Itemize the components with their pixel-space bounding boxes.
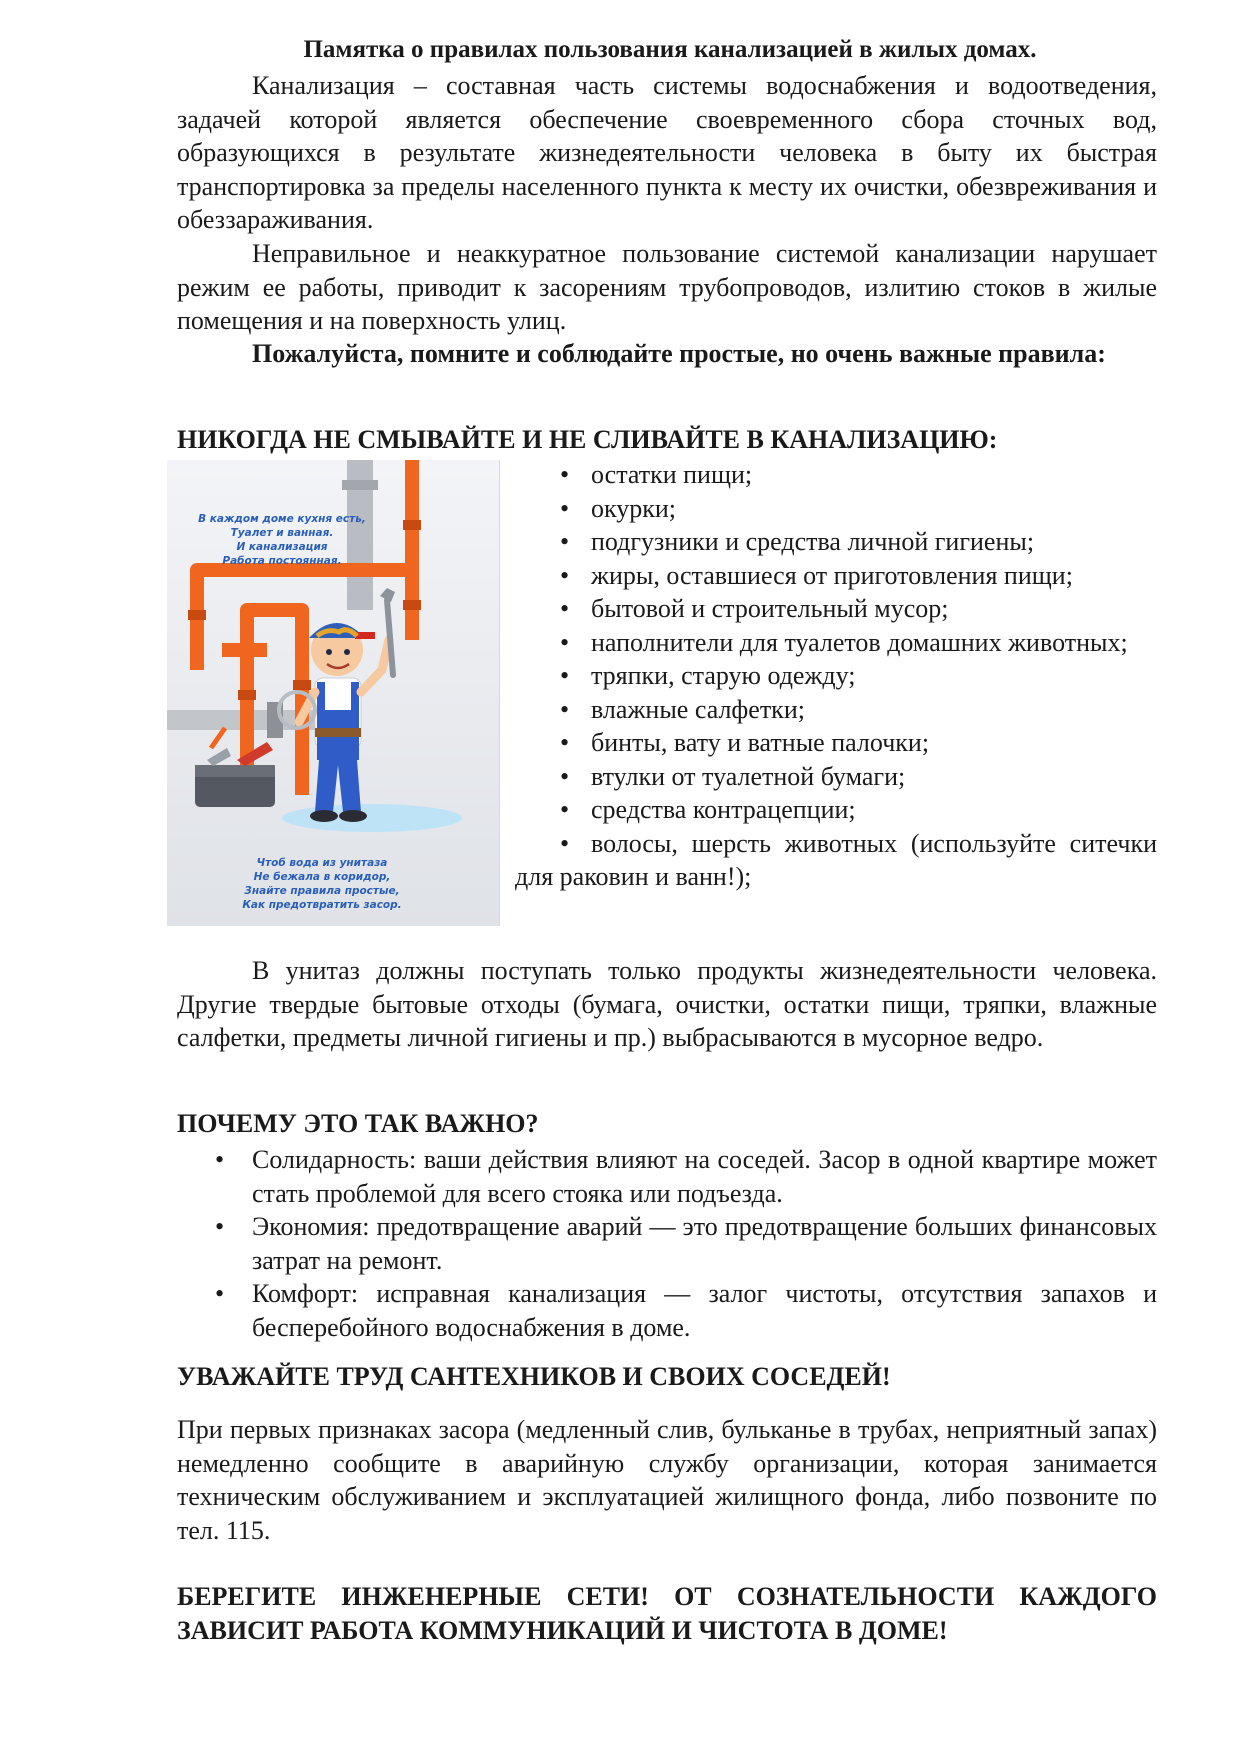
bullet-icon: • bbox=[560, 594, 570, 623]
list-item-text: Солидарность: ваши действия влияют на соседей. Засор в одной квартире может стать проблемой для всего стояка или подъезда. bbox=[252, 1145, 1157, 1208]
list-item bbox=[515, 726, 1157, 760]
why-important-heading: ПОЧЕМУ ЭТО ТАК ВАЖНО? bbox=[177, 1109, 539, 1138]
list-item bbox=[177, 1143, 1157, 1210]
poster-line: Чтоб вода из унитаза bbox=[256, 857, 388, 869]
list-item-text: жиры, оставшиеся от приготовления пищи; bbox=[591, 560, 1073, 590]
poster-rhyme-top bbox=[182, 512, 382, 568]
bullet-icon: • bbox=[560, 460, 570, 489]
list-item bbox=[515, 626, 1157, 660]
list-item bbox=[515, 793, 1157, 827]
never-flush-heading: НИКОГДА НЕ СМЫВАЙТЕ И НЕ СЛИВАЙТЕ В КАНАЛИЗАЦИЮ: bbox=[177, 425, 998, 454]
list-item-text: тряпки, старую одежду; bbox=[591, 661, 856, 690]
poster-line: И канализация bbox=[236, 541, 328, 553]
bullet-icon: • bbox=[560, 560, 570, 590]
poster-line: В каждом доме кухня есть, bbox=[198, 513, 366, 525]
list-item-text: остатки пищи; bbox=[591, 460, 753, 489]
emergency-paragraph: При первых признаках засора (медленный слив, бульканье в трубах, неприятный запах) немедленно сообщите в аварийную службу организации, которая занимается техническим обслуживанием и эксплуатацией жилищного фонда, либо позвоните по тел. 115. bbox=[177, 1415, 1157, 1545]
list-item-text: Экономия: предотвращение аварий — это предотвращение больших финансовых затрат на ремонт. bbox=[252, 1212, 1157, 1275]
list-item bbox=[177, 1277, 1157, 1344]
list-item-text: бытовой и строительный мусор; bbox=[591, 594, 949, 623]
bullet-icon: • bbox=[560, 527, 570, 556]
list-item-text: окурки; bbox=[591, 493, 677, 523]
list-item-text: подгузники и средства личной гигиены; bbox=[591, 527, 1035, 556]
closing-appeal: БЕРЕГИТЕ ИНЖЕНЕРНЫЕ СЕТИ! ОТ СОЗНАТЕЛЬНОСТИ КАЖДОГО ЗАВИСИТ РАБОТА КОММУНИКАЦИЙ И ЧИСТОТА В ДОМЕ! bbox=[177, 1582, 1157, 1645]
bullet-icon: • bbox=[560, 761, 570, 791]
list-item-text: бинты, вату и ватные палочки; bbox=[591, 728, 930, 757]
list-item-text: наполнители для туалетов домашних животных; bbox=[591, 627, 1128, 657]
bullet-icon: • bbox=[560, 828, 570, 858]
bullet-icon: • bbox=[215, 1145, 225, 1174]
list-item bbox=[515, 492, 1157, 526]
list-item bbox=[515, 693, 1157, 727]
list-item bbox=[515, 827, 1157, 894]
list-item-text: втулки от туалетной бумаги; bbox=[591, 761, 906, 791]
poster-line: Знайте правила простые, bbox=[244, 885, 400, 897]
list-item bbox=[515, 592, 1157, 626]
poster-line: Не бежала в коридор, bbox=[253, 871, 391, 883]
poster-rhyme-bottom bbox=[222, 856, 422, 912]
plumber-poster-image bbox=[167, 460, 500, 926]
bullet-icon: • bbox=[560, 795, 570, 824]
toilet-paragraph: В унитаз должны поступать только продукты жизнедеятельности человека. Другие твердые бытовые отходы (бумага, очистки, остатки пищи, тряпки, влажные салфетки, предметы личной гигиены и пр.) выбрасываются в мусорное ведро. bbox=[177, 956, 1157, 1052]
bullet-icon: • bbox=[215, 1212, 225, 1241]
poster-line: Туалет и ванная. bbox=[230, 527, 334, 539]
list-item bbox=[515, 760, 1157, 794]
please-remember-note: Пожалуйста, помните и соблюдайте простые, но очень важные правила: bbox=[252, 339, 1106, 368]
bullet-icon: • bbox=[560, 493, 570, 523]
list-item bbox=[515, 458, 1157, 492]
list-item-text: средства контрацепции; bbox=[591, 795, 856, 824]
list-item bbox=[515, 559, 1157, 593]
list-item bbox=[515, 659, 1157, 693]
poster-line: Как предотвратить засор. bbox=[242, 899, 402, 911]
bullet-icon: • bbox=[560, 694, 570, 724]
respect-heading: УВАЖАЙТЕ ТРУД САНТЕХНИКОВ И СВОИХ СОСЕДЕЙ! bbox=[177, 1362, 891, 1391]
list-item bbox=[177, 1210, 1157, 1277]
bullet-icon: • bbox=[560, 728, 570, 757]
document-title: Памятка о правилах пользования канализацией в жилых домах. bbox=[303, 36, 1037, 63]
list-item-text: Комфорт: исправная канализация — залог чистоты, отсутствия запахов и бесперебойного водоснабжения в доме. bbox=[252, 1279, 1157, 1342]
poster-line: Работа постоянная. bbox=[222, 555, 342, 567]
list-item bbox=[515, 525, 1157, 559]
list-item-text: волосы, шерсть животных (используйте ситечки для раковин и ванн!); bbox=[515, 828, 1157, 891]
never-flush-list bbox=[515, 458, 1157, 894]
bullet-icon: • bbox=[215, 1279, 225, 1308]
bullet-icon: • bbox=[560, 627, 570, 657]
bullet-icon: • bbox=[560, 661, 570, 690]
list-item-text: влажные салфетки; bbox=[591, 694, 805, 724]
why-list bbox=[177, 1143, 1157, 1344]
intro-paragraph-2: Неправильное и неаккуратное пользование системой канализации нарушает режим ее работы, приводит к засорениям трубопроводов, излитию стоков в жилые помещения и на поверхность улиц. bbox=[177, 239, 1157, 335]
intro-paragraph-1: Канализация – составная часть системы водоснабжения и водоотведения, задачей которой является обеспечение своевременного сбора сточных вод, образующихся в результате жизнедеятельности человека в быту их быстрая транспортировка за пределы населенного пункта к месту их очистки, обезвреживания и обеззараживания. bbox=[177, 71, 1157, 234]
